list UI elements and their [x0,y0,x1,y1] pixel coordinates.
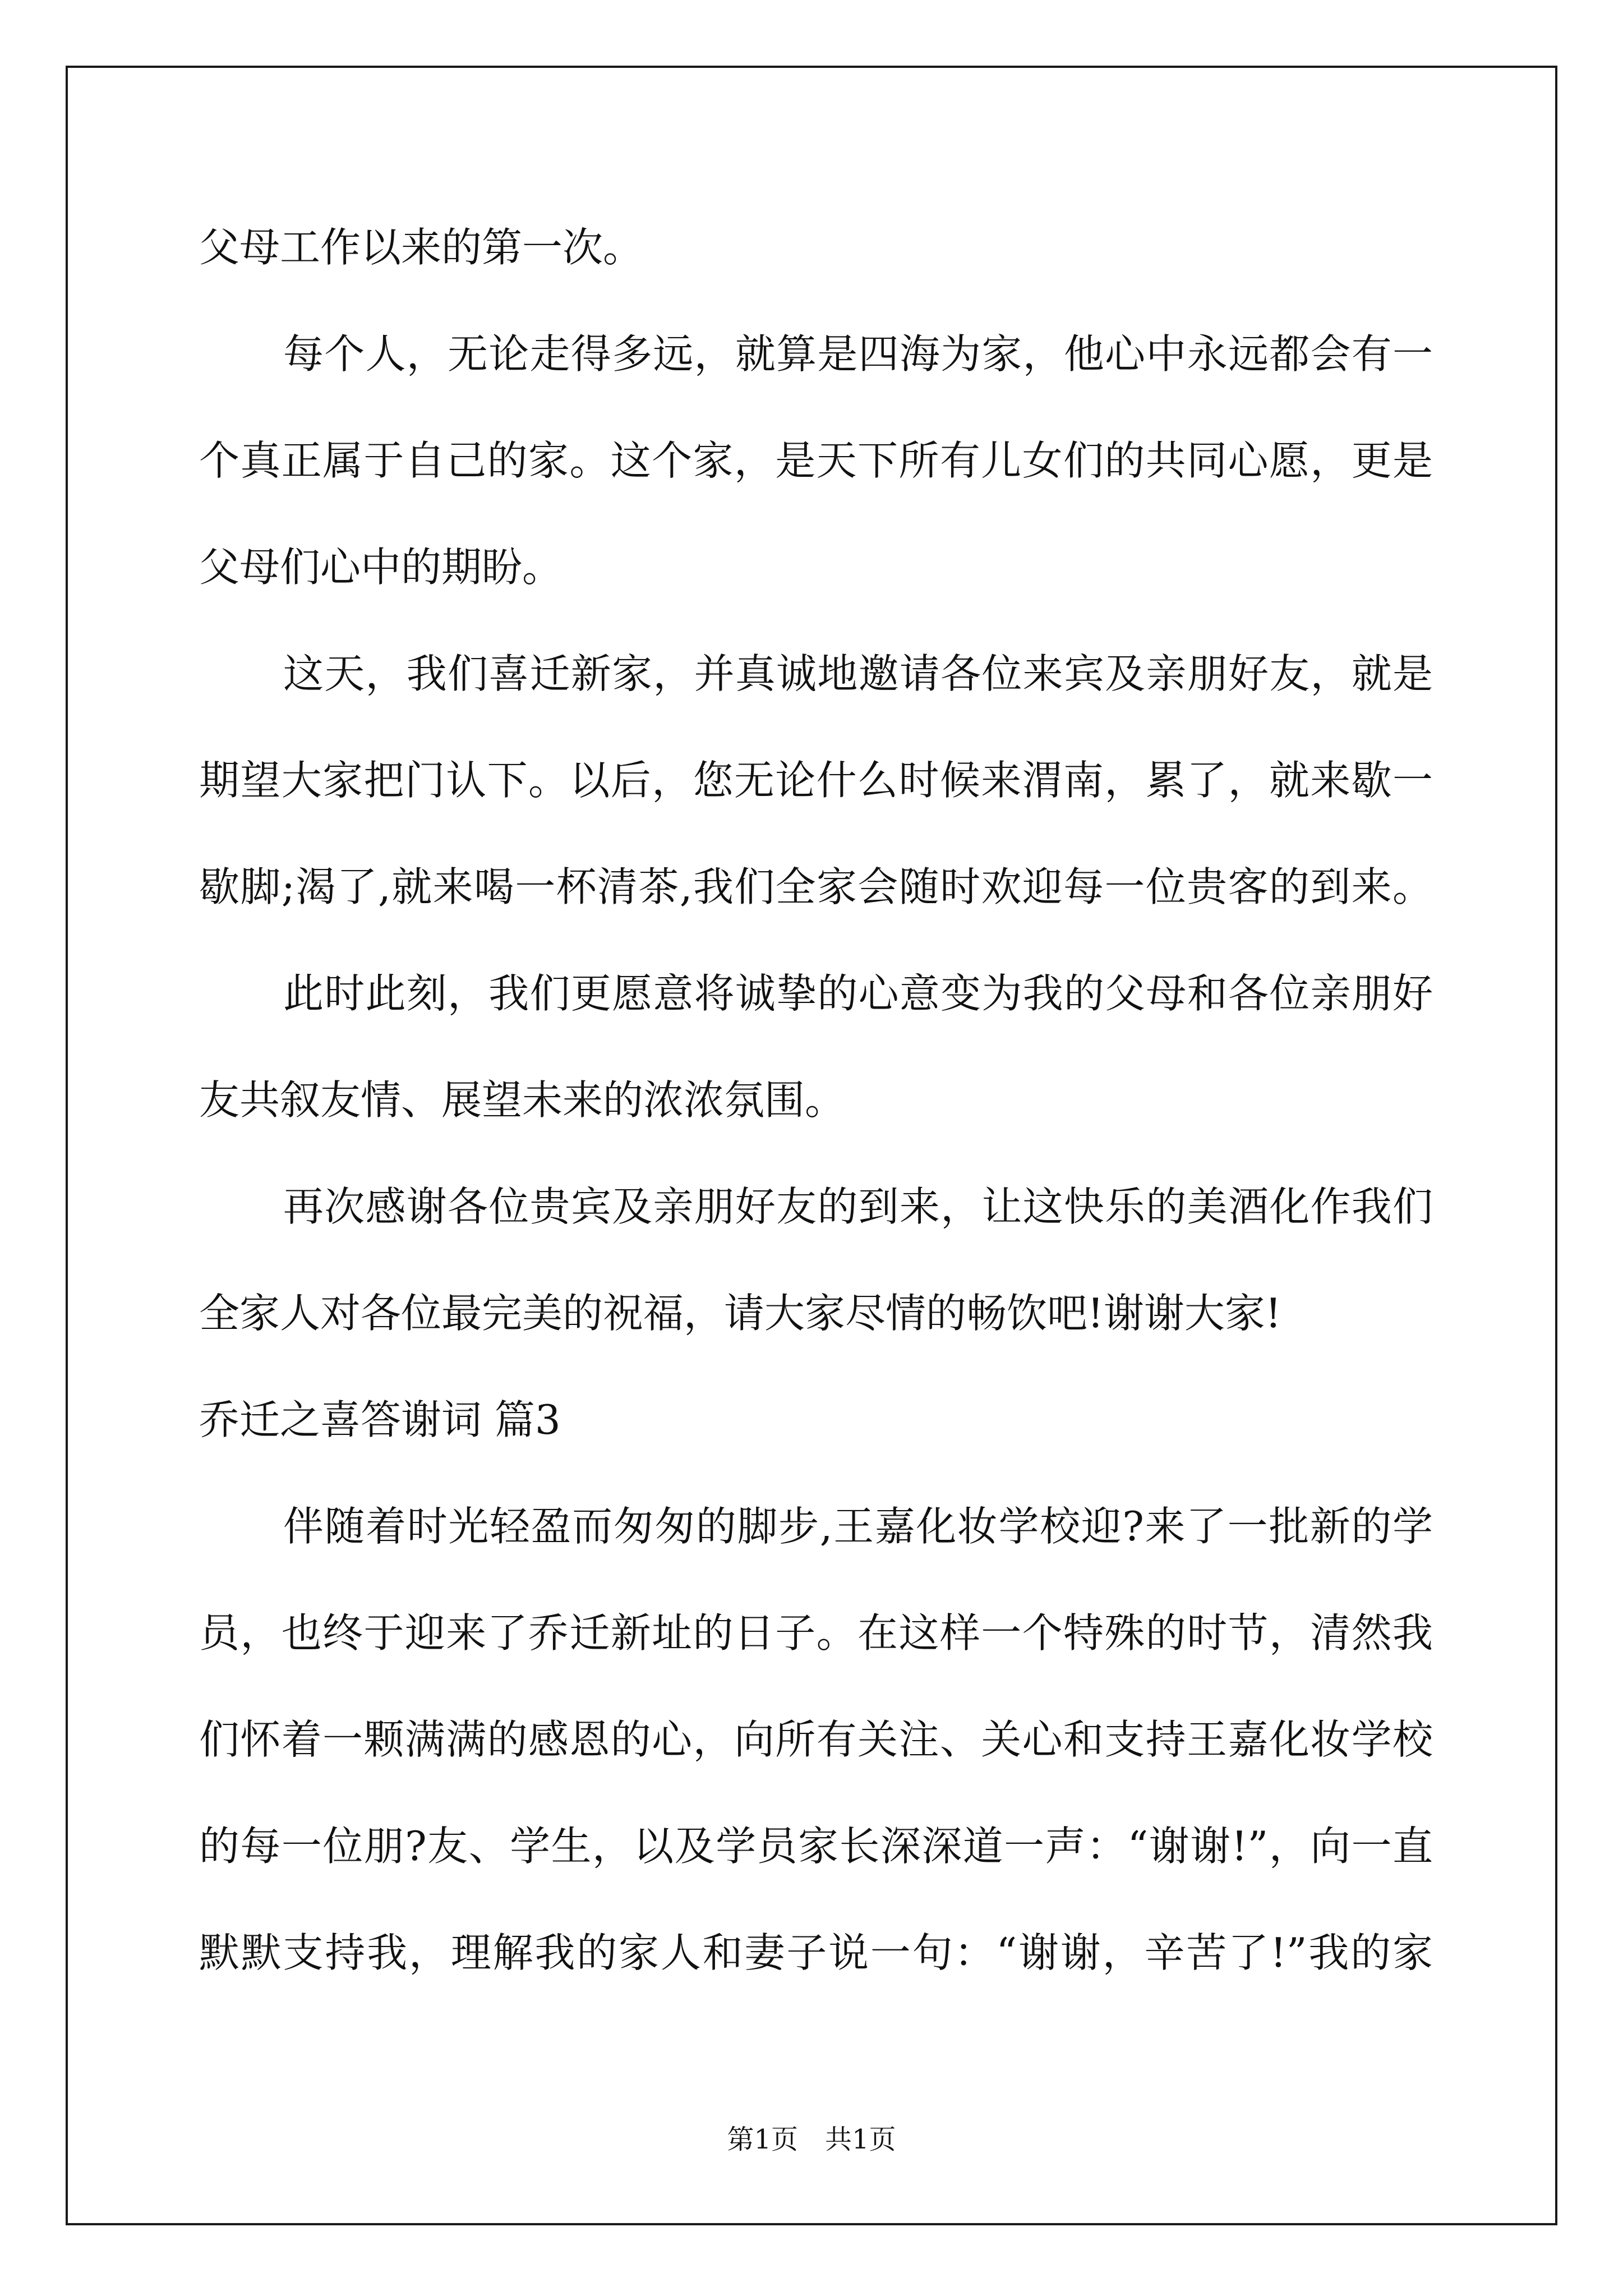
text-line-3: 个真正属于自己的家。这个家，是天下所有儿女们的共同心愿，更是 [199,440,1433,484]
text-line-7: 歇脚;渴了,就来喝一杯清茶,我们全家会随时欢迎每一位贵客的到来。 [199,867,1433,910]
section-heading: 乔迁之喜答谢词 篇3 [199,1396,561,1443]
text-line-1: 父母工作以来的第一次。 [199,224,644,271]
text-line-4: 父母们心中的期盼。 [199,544,563,591]
text-line-6: 期望大家把门认下。以后，您无论什么时候来渭南，累了，就来歇一 [199,760,1433,804]
page-border [66,66,1557,2225]
text-line-5: 这天，我们喜迁新家，并真诚地邀请各位来宾及亲朋好友，就是 [283,654,1433,697]
text-line-8: 此时此刻，我们更愿意将诚挚的心意变为我的父母和各位亲朋好 [283,973,1433,1017]
text-line-16: 的每一位朋?友、学生，以及学员家长深深道一声：“谢谢!”，向一直 [199,1826,1433,1870]
text-line-15: 们怀着一颗满满的感恩的心，向所有关注、关心和支持王嘉化妆学校 [199,1719,1433,1763]
text-line-9: 友共叙友情、展望未来的浓浓氛围。 [199,1076,846,1124]
text-line-11: 全家人对各位最完美的祝福，请大家尽情的畅饮吧!谢谢大家! [199,1290,1281,1337]
text-line-10: 再次感谢各位贵宾及亲朋好友的到来，让这快乐的美酒化作我们 [283,1186,1433,1230]
page-footer: 第1页 共1页 [727,2124,896,2155]
text-line-13: 伴随着时光轻盈而匆匆的脚步,王嘉化妆学校迎?来了一批新的学 [283,1506,1433,1550]
text-line-17: 默默支持我，理解我的家人和妻子说一句：“谢谢，辛苦了!”我的家 [199,1932,1433,1976]
text-line-2: 每个人，无论走得多远，就算是四海为家，他心中永远都会有一 [283,334,1433,378]
text-line-14: 员，也终于迎来了乔迁新址的日子。在这样一个特殊的时节，清然我 [199,1613,1433,1657]
